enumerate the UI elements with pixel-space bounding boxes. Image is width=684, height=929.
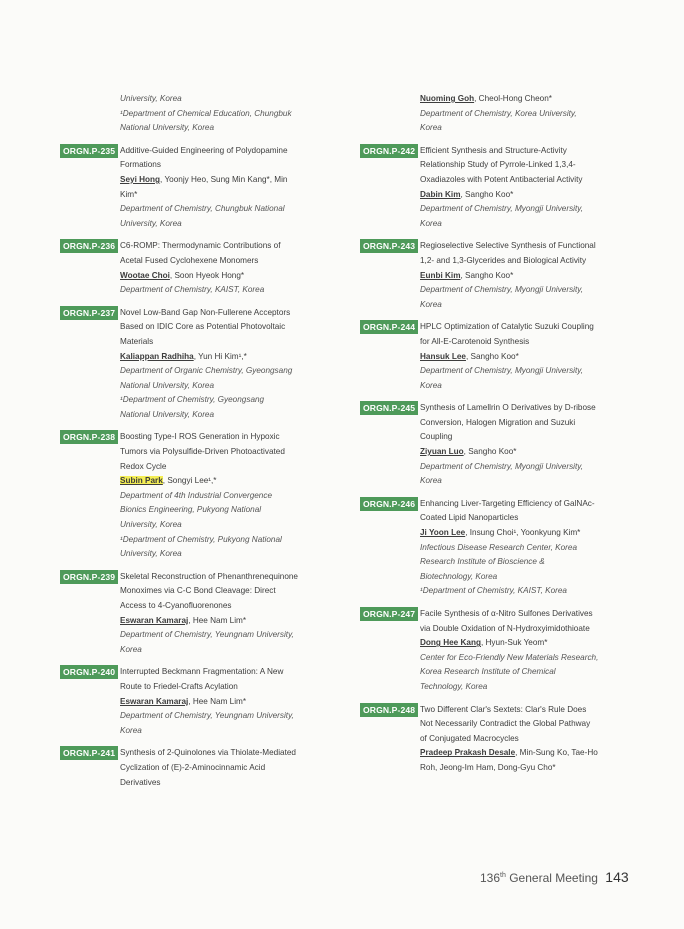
poster-entry (360, 144, 622, 232)
poster-entry (360, 320, 622, 393)
co-authors: , Cheol-Hong Cheon* (474, 94, 552, 103)
affiliation-line: University, Korea (120, 218, 182, 228)
poster-title-line: C6-ROMP: Thermodynamic Contributions of (120, 241, 281, 251)
affiliation-line: Department of Chemistry, KAIST, Korea (120, 285, 265, 295)
author-line (420, 746, 622, 761)
presenter-name: Hansuk Lee (420, 351, 466, 361)
poster-title-line: Formations (120, 160, 161, 170)
affiliation-line: Korea (420, 380, 442, 390)
author-line (420, 526, 622, 541)
page-number: 143 (605, 869, 629, 885)
affiliation-line: ¹Department of Chemistry, Pukyong National (120, 534, 282, 544)
affiliation-line: University, Korea (120, 549, 182, 559)
affiliation-line: University, Korea (120, 520, 182, 530)
poster-title-line: Novel Low-Band Gap Non-Fullerene Acceptors (120, 307, 291, 317)
presenter-name: Seyi Hong (120, 174, 161, 184)
poster-entry (360, 497, 622, 599)
author-line (120, 350, 318, 365)
author-line (120, 474, 318, 489)
poster-code-badge: ORGN.P-237 (60, 306, 118, 320)
poster-title-line: via Double Oxidation of N-Hydroxyimidothioate (420, 623, 590, 633)
poster-code-badge: ORGN.P-245 (360, 401, 418, 415)
affiliation-line: Korea (420, 476, 442, 486)
poster-title-line: Tumors via Polysulfide-Driven Photoactivated (120, 447, 285, 457)
poster-title-line: Two Different Clar's Sextets: Clar's Rule Does (420, 704, 587, 714)
affiliation-line: National University, Korea (120, 380, 215, 390)
affiliation-line: Department of Chemistry, Chungbuk National (120, 204, 285, 214)
poster-title-line: Based on IDIC Core as Potential Photovoltaic (120, 322, 286, 332)
presenter-name: Subin Park (120, 476, 163, 486)
poster-title-line: Not Necessarily Contradict the Global Pathway (420, 719, 591, 729)
presenter-name: Wootae Choi (120, 270, 170, 280)
affiliation-line: Department of Organic Chemistry, Gyeongsang (120, 366, 293, 376)
poster-title-line: Conversion, Halogen Migration and Suzuki (420, 417, 576, 427)
affiliation-line: Research Institute of Bioscience & (420, 557, 545, 567)
poster-code-badge: ORGN.P-239 (60, 570, 118, 584)
affiliation-line: ¹Department of Chemistry, KAIST, Korea (420, 586, 567, 596)
poster-code-badge: ORGN.P-241 (60, 746, 118, 760)
poster-title-line: 1,2- and 1,3-Glycerides and Biological Activity (420, 255, 587, 265)
co-authors: , Sangho Koo* (460, 189, 514, 199)
co-authors: , Min-Sung Ko, Tae-Ho (515, 748, 598, 758)
poster-title-line: for All-E-Carotenoid Synthesis (420, 336, 530, 346)
affiliation-line: National University, Korea (120, 123, 215, 133)
co-authors: , Sangho Koo* (463, 447, 517, 457)
affiliation-line: Infectious Disease Research Center, Korea (420, 542, 578, 552)
poster-code-badge: ORGN.P-238 (60, 430, 118, 444)
affiliation-line: Department of Chemistry, Myongji University, (420, 366, 584, 376)
poster-entry (360, 703, 622, 776)
meeting-number: 136 (480, 871, 501, 885)
poster-code-badge: ORGN.P-246 (360, 497, 418, 511)
affiliation-line: Korea (420, 299, 442, 309)
poster-code-badge: ORGN.P-242 (360, 144, 418, 158)
author-line (120, 614, 318, 629)
presenter-name: Kaliappan Radhiha (120, 351, 194, 361)
left-column (60, 92, 318, 798)
affiliation-line: Department of Chemistry, Korea University, (420, 108, 577, 118)
poster-title-line: Interrupted Beckmann Fragmentation: A New (120, 667, 284, 677)
poster-title-line: Route to Friedel-Crafts Acylation (120, 681, 238, 691)
author-line (420, 445, 622, 460)
poster-code-badge: ORGN.P-247 (360, 607, 418, 621)
affiliation-line: Biotechnology, Korea (420, 571, 498, 581)
poster-code-badge: ORGN.P-240 (60, 665, 118, 679)
author-line (420, 636, 622, 651)
affiliation-line: National University, Korea (120, 409, 215, 419)
poster-entry (60, 239, 318, 297)
affiliation-line: Korea (120, 644, 142, 654)
poster-title-line: Enhancing Liver-Targeting Efficiency of GalNAc- (420, 498, 595, 508)
continued-entry (360, 92, 622, 136)
affiliation-line: ¹Department of Chemistry, Gyeongsang (120, 395, 265, 405)
poster-entry (360, 401, 622, 489)
presenter-name: Dabin Kim (420, 189, 461, 199)
poster-entry (60, 306, 318, 423)
poster-entry (60, 144, 318, 232)
affiliation-line: Technology, Korea (420, 681, 488, 691)
co-authors: , Sangho Koo* (460, 270, 514, 280)
author-line (420, 269, 622, 284)
co-authors: , Hee Nam Lim* (188, 696, 247, 706)
affiliation-line: University, Korea (120, 94, 182, 103)
co-authors-line: Kim* (120, 189, 138, 199)
author-line (120, 269, 318, 284)
page-footer (480, 869, 629, 885)
poster-title-line: Boosting Type-I ROS Generation in Hypoxic (120, 432, 280, 442)
co-authors: , Hyun-Suk Yeom* (480, 638, 548, 648)
poster-title-line: of Conjugated Macrocycles (420, 733, 519, 743)
presenter-name: Eswaran Kamaraj (120, 615, 189, 625)
affiliation-line: Korea (420, 218, 442, 228)
poster-title-line: Synthesis of Lamellrin O Derivatives by D-ribose (420, 403, 596, 413)
affiliation-line: Department of Chemistry, Yeungnam University, (120, 711, 294, 721)
meeting-label: General Meeting (509, 871, 598, 885)
poster-title-line: Efficient Synthesis and Structure-Activity (420, 145, 567, 155)
poster-title-line: Derivatives (120, 777, 161, 787)
author-line (420, 92, 622, 107)
poster-title-line: Redox Cycle (120, 461, 167, 471)
poster-entry (60, 665, 318, 738)
author-line (420, 188, 622, 203)
poster-entry (60, 746, 318, 790)
presenter-name: Dong Hee Kang (420, 638, 481, 648)
co-authors: , Sangho Koo* (465, 351, 519, 361)
co-authors: , Insung Choi¹, Yoonkyung Kim* (465, 528, 581, 538)
presenter-name: Eswaran Kamaraj (120, 696, 189, 706)
co-authors: , Yun Hi Kim¹,* (193, 351, 247, 361)
poster-title-line: Coated Lipid Nanoparticles (420, 513, 519, 523)
continued-entry (60, 92, 318, 136)
affiliation-line: Korea Research Institute of Chemical (420, 667, 556, 677)
poster-title-line: Facile Synthesis of α-Nitro Sulfones Derivatives (420, 609, 593, 618)
affiliation-line: Department of Chemistry, Myongji University, (420, 285, 584, 295)
poster-title-line: Oxadiazoles with Potent Antibacterial Activity (420, 174, 583, 184)
co-authors-line: Roh, Jeong-Im Ham, Dong-Gyu Cho* (420, 762, 556, 772)
presenter-name: Ji Yoon Lee (420, 528, 466, 538)
co-authors: , Yoonjy Heo, Sung Min Kang*, Min (160, 174, 288, 184)
poster-entry (360, 239, 622, 312)
poster-title-line: Coupling (420, 432, 453, 442)
poster-entry (60, 570, 318, 658)
poster-code-badge: ORGN.P-248 (360, 703, 418, 717)
meeting-suffix: th (500, 872, 506, 879)
co-authors: , Soon Hyeok Hong* (169, 270, 245, 280)
poster-title-line: Acetal Fused Cyclohexene Monomers (120, 255, 259, 265)
poster-code-badge: ORGN.P-235 (60, 144, 118, 158)
co-authors: , Hee Nam Lim* (188, 615, 247, 625)
poster-title-line: Materials (120, 336, 154, 346)
affiliation-line: Bionics Engineering, Pukyong National (120, 505, 262, 515)
presenter-name: Pradeep Prakash Desale (420, 748, 516, 758)
poster-title-line: Additive-Guided Engineering of Polydopamine (120, 145, 288, 155)
presenter-name: Eunbi Kim (420, 270, 461, 280)
affiliation-line: Center for Eco-Friendly New Materials Research, (420, 652, 599, 662)
affiliation-line: ¹Department of Chemical Education, Chungbuk (120, 108, 292, 118)
co-authors: , Songyi Lee¹,* (162, 476, 217, 486)
affiliation-line: Department of Chemistry, Yeungnam University, (120, 630, 294, 640)
poster-title-line: Cyclization of (E)-2-Aminocinnamic Acid (120, 762, 266, 772)
affiliation-line: Department of Chemistry, Myongji University, (420, 461, 584, 471)
poster-entry (360, 607, 622, 695)
author-line (420, 350, 622, 365)
affiliation-line: Department of 4th Industrial Convergence (120, 490, 273, 500)
presenter-name: Ziyuan Luo (420, 447, 464, 457)
poster-title-line: Skeletal Reconstruction of Phenanthrenequinone (120, 571, 298, 581)
poster-code-badge: ORGN.P-243 (360, 239, 418, 253)
affiliation-line: Department of Chemistry, Myongji University, (420, 204, 584, 214)
author-line (120, 173, 318, 188)
poster-title-line: Regioselective Selective Synthesis of Functional (420, 241, 596, 251)
poster-entry (60, 430, 318, 561)
poster-title-line: HPLC Optimization of Catalytic Suzuki Coupling (420, 322, 594, 332)
right-column (360, 92, 622, 784)
affiliation-line: Korea (420, 123, 442, 133)
author-line (120, 695, 318, 710)
affiliation-line: Korea (120, 725, 142, 735)
poster-title-line: Synthesis of 2-Quinolones via Thiolate-Mediated (120, 748, 296, 758)
poster-title-line: Access to 4-Cyanofluorenones (120, 601, 232, 610)
poster-title-line: Monoximes via C-C Bond Cleavage: Direct (120, 586, 276, 596)
presenter-name: Nuoming Goh (420, 94, 475, 103)
poster-code-badge: ORGN.P-244 (360, 320, 418, 334)
poster-title-line: Relationship Study of Pyrrole-Linked 1,3,4- (420, 160, 576, 170)
poster-code-badge: ORGN.P-236 (60, 239, 118, 253)
